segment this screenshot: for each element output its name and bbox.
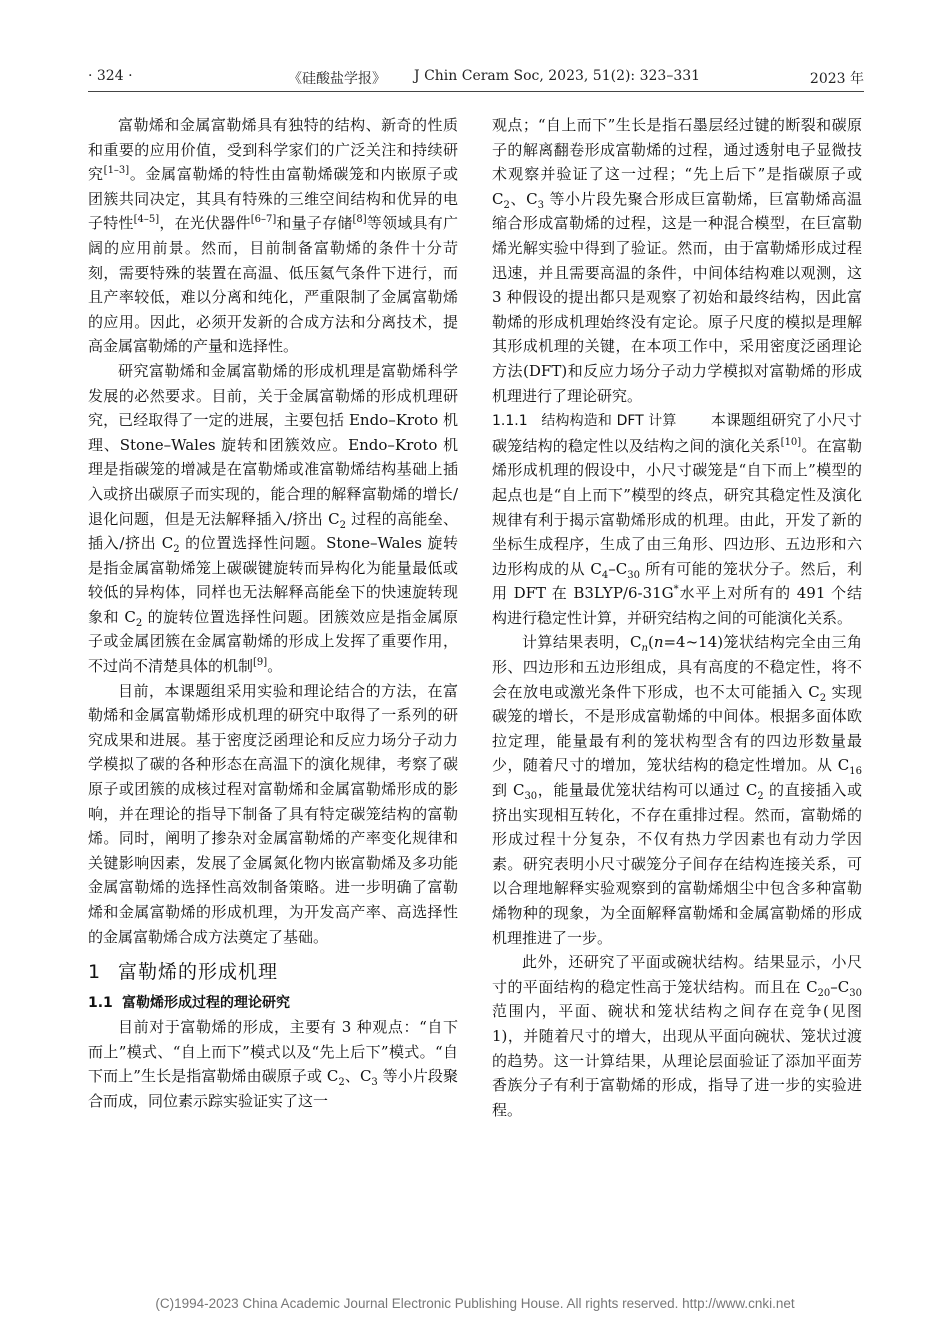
journal-citation: J Chin Ceram Soc, 2023, 51(2): 323–331	[414, 68, 701, 84]
paragraph: 研究富勒烯和金属富勒烯的形成机理是富勒烯科学发展的必然要求。目前，关于金属富勒烯的形成机理研究，已经取得了一定的进展，主要包括 Endo–Kroto 机理、Stone–Wales 旋转和团簇效应。Endo–Kroto 机理是指碳笼的增减是在富勒烯或准富勒烯结构基础上插入或挤出碳原子而实现的，能合理的解释富勒烯的增长/退化问题，但是无法解释插入/挤出 $C_2$ 过程的高能垒、插入/挤出 $C_2$ 的位置选择性问题。Stone–Wales 旋转是指金属富勒烯笼上碳碳键旋转而异构化为能量最低或较低的异构体，同样也无法解释高能垒下的快速旋转现象和 $C_2$ 的旋转位置选择性问题。团簇效应是指金属原子或金属团簇在金属富勒烯的形成上发挥了重要作用，不过尚不清楚具体的机制[9]。	[88, 361, 458, 676]
paragraph: 1.1.1 结构构造和 DFT 计算 本课题组研究了小尺寸碳笼结构的稳定性以及结构之间的演化关系[10]。在富勒烯形成机理的假设中，小尺寸碳笼是“自下而上”模型的起点也是“自上而下”模型的终点，研究其稳定性及演化规律有利于揭示富勒烯形成的机理。由此，开发了新的坐标生成程序，生成了由三角形、四边形、五边形和六边形构成的从 $C_4-C_{30}$ 所有可能的笼状分子。然后，利用 DFT 在 B3LYP/6-31G*水平上对所有的 491 个结构进行稳定性计算，并研究结构之间的可能演化关系。	[492, 411, 863, 627]
subsubsection-heading: 1.1.1 结构构造和 DFT 计算	[492, 413, 677, 430]
citation-ref[interactable]: [6–7]	[250, 214, 277, 226]
citation-ref[interactable]: [4–5]	[133, 214, 160, 226]
running-header	[88, 68, 864, 90]
citation-ref[interactable]: [1–3]	[103, 165, 130, 177]
journal-name: 《硅酸盐学报》	[288, 71, 386, 87]
paragraph: 目前，本课题组采用实验和理论结合的方法，在富勒烯和金属富勒烯形成机理的研究中取得了一系列的研究成果和进展。基于密度泛函理论和反应力场分子动力学模拟了碳的各种形态在高温下的演化规律，考察了碳原子或团簇的成核过程对富勒烯和金属富勒烯形成的影响，并在理论的指导下制备了具有特定碳笼结构的富勒烯。同时，阐明了掺杂对金属富勒烯的产率变化规律和关键影响因素，发展了金属氮化物内嵌富勒烯及多功能金属富勒烯的选择性高效制备策略。进一步明确了富勒烯和金属富勒烯的形成机理，为开发高产率、高选择性的金属富勒烯合成方法奠定了基础。	[88, 681, 458, 946]
header-rule	[88, 91, 864, 92]
paragraph: 此外，还研究了平面或碗状结构。结果显示，小尺寸的平面结构的稳定性高于笼状结构。而且在 $C_{20}-C_{30}$ 范围内，平面、碗状和笼状结构之间存在竞争(见图 1)，并随着尺寸的增大，出现从平面向碗状、笼状过渡的趋势。这一计算结果，从理论层面验证了添加平面芳香族分子有利于富勒烯的形成，指导了进一步的实验进程。	[492, 953, 862, 1119]
right-column	[492, 113, 862, 1122]
copyright-footer: (C)1994-2023 China Academic Journal Electronic Publishing House. All rights reserved. http://www.cnki.net	[155, 1296, 795, 1311]
subsection-heading: 1.1 富勒烯形成过程的理论研究	[88, 995, 290, 1012]
paragraph: 计算结果表明，$C_n(n=4\sim 14)$笼状结构完全由三角形、四边形和五边形组成，具有高度的不稳定性，将不会在放电或激光条件下形成，也不太可能插入 $C_2$ 实现碳笼的增长，不是形成富勒烯的中间体。根据多面体欧拉定理，能量最有利的笼状构型含有的四边形数量最少，随着尺寸的增加，笼状结构的稳定性增加。从 $C_{16}$ 到 $C_{30}$，能量最优笼状结构可以通过 $C_2$ 的直接插入或挤出实现相互转化，不存在重排过程。然而，富勒烯的形成过程十分复杂，不仅有热力学因素也有动力学因素。研究表明小尺寸碳笼分子间存在结构连接关系，可以合理地解释实验观察到的富勒烯烟尘中包含多种富勒烯物种的现象，为全面解释富勒烯和金属富勒烯的形成机理推进了一步。	[492, 633, 862, 947]
paragraph: 目前对于富勒烯的形成，主要有 3 种观点：“自下而上”模式、“自上而下”模式以及“先上后下”模式。“自下而上”生长是指富勒烯由碳原子或 $C_2$、$C_3$ 等小片段聚合而成，同位素示踪实验证实了这一	[88, 1018, 458, 1110]
header-year: 2023 年	[809, 71, 864, 87]
citation-ref[interactable]: [8]	[352, 214, 367, 226]
paragraph: 观点；“自上而下”生长是指石墨层经过键的断裂和碳原子的解离翻卷形成富勒烯的过程，通过透射电子显微技术观察并验证了这一过程；“先上后下”是指碳原子或 $C_2$、$C_3$ 等小片段先聚合形成巨富勒烯，巨富勒烯高温缩合形成富勒烯的过程，这是一种混合模型，在巨富勒烯光解实验中得到了验证。然而，由于富勒烯形成过程迅速，并且需要高温的条件，中间体结构难以观测，这 3 种假设的提出都只是观察了初始和最终结构，因此富勒烯的形成机理始终没有定论。原子尺度的模拟是理解其形成机理的关键，在本项工作中，采用密度泛函理论方法(DFT)和反应力场分子动力学模拟对富勒烯的形成机理进行了理论研究。	[492, 116, 862, 405]
section-heading: 1 富勒烯的形成机理	[88, 961, 279, 984]
paragraph: 富勒烯和金属富勒烯具有独特的结构、新奇的性质和重要的应用价值，受到科学家们的广泛关注和持续研究[1–3]。金属富勒烯的特性由富勒烯碳笼和内嵌原子或团簇共同决定，其具有特殊的三维空间结构和优异的电子特性[4–5]，在光伏器件[6–7]和量子存储[8]等领域具有广阔的应用前景。然而，目前制备富勒烯的条件十分苛刻，需要特殊的装置在高温、低压氦气条件下进行，而且产率较低，难以分离和纯化，严重限制了金属富勒烯的应用。因此，必须开发新的合成方法和分离技术，提高金属富勒烯的产量和选择性。	[88, 116, 458, 356]
page-number: · 324 ·	[88, 68, 133, 84]
citation-ref[interactable]: [10]	[780, 436, 802, 448]
citation-ref[interactable]: [9]	[253, 657, 268, 669]
left-column	[88, 113, 458, 1114]
